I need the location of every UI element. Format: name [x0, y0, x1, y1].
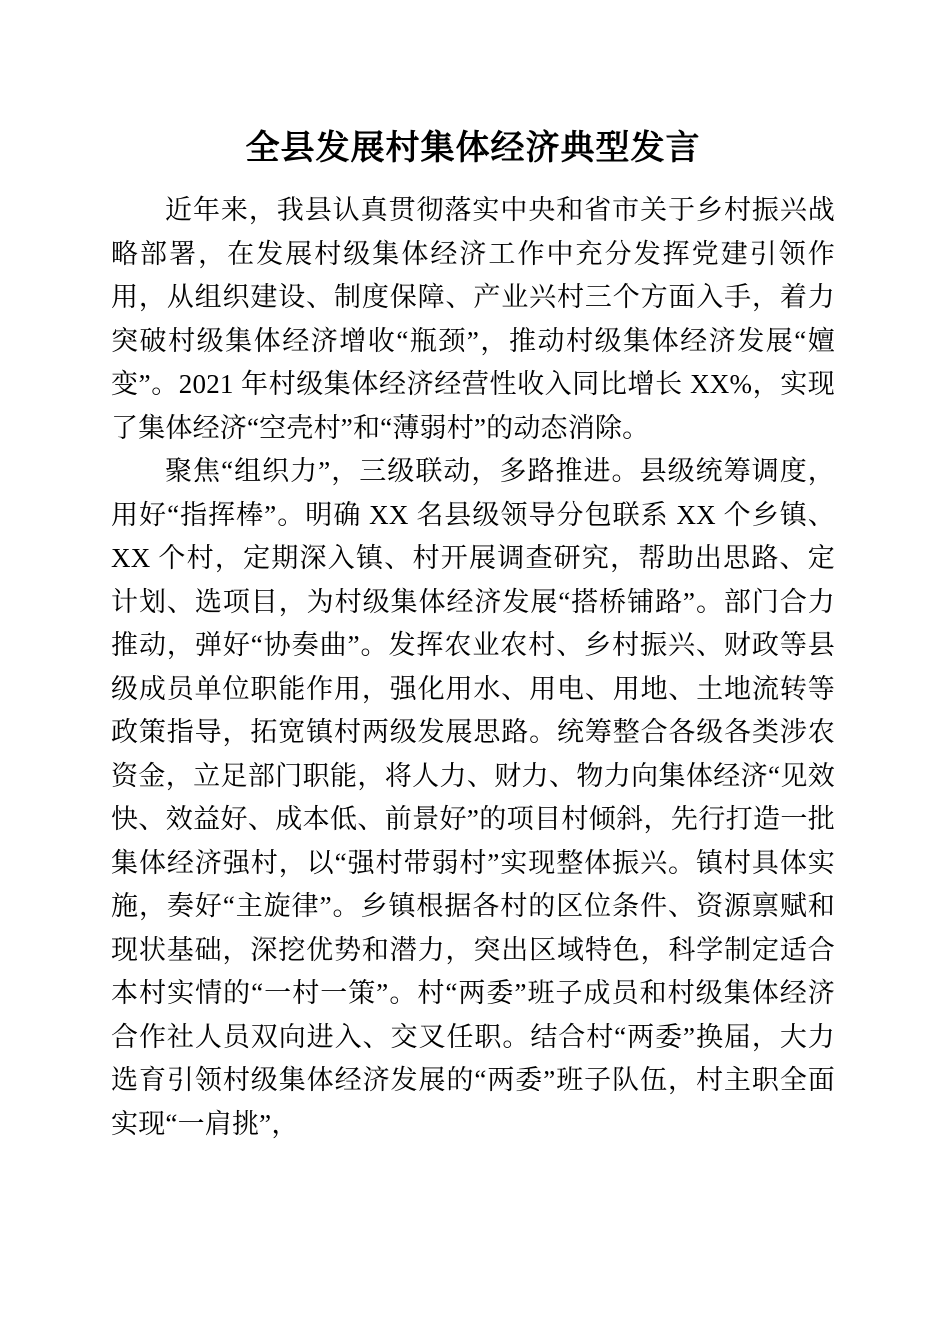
document-title: 全县发展村集体经济典型发言 [245, 130, 701, 167]
document-content [111, 122, 835, 1146]
paragraph-body: 聚焦“组织力”，三级联动，多路推进。县级统筹调度，用好“指挥棒”。明确 XX 名县级领导分包联系 XX 个乡镇、XX 个村，定期深入镇、村开展调查研究，帮助出思路、定计划、选项目，为村级集体经济发展“搭桥铺路”。部门合力推动，弹好“协奏曲”。发挥农业农村、乡村振兴、财政等县级成员单位职能作用，强化用水、用电、用地、土地流转等政策指导，拓宽镇村两级发展思路。统筹整合各级各类涉农资金，立足部门职能，将人力、财力、物力向集体经济“见效快、效益好、成本低、前景好”的项目村倾斜，先行打造一批集体经济强村，以“强村带弱村”实现整体振兴。镇村具体实施，奏好“主旋律”。乡镇根据各村的区位条件、资源禀赋和现状基础，深挖优势和潜力，突出区域特色，科学制定适合本村实情的“一村一策”。村“两委”班子成员和村级集体经济合作社人员双向进入、交叉任职。结合村“两委”换届，大力选育引领村级集体经济发展的“两委”班子队伍，村主职全面实现“一肩挑”， [111, 456, 835, 1139]
paragraph-intro: 近年来，我县认真贯彻落实中央和省市关于乡村振兴战略部署，在发展村级集体经济工作中充分发挥党建引领作用，从组织建设、制度保障、产业兴村三个方面入手，着力突破村级集体经济增收“瓶颈”，推动村级集体经济发展“嬗变”。2021 年村级集体经济经营性收入同比增长 XX%，实现了集体经济“空壳村”和“薄弱村”的动态消除。 [111, 195, 835, 443]
